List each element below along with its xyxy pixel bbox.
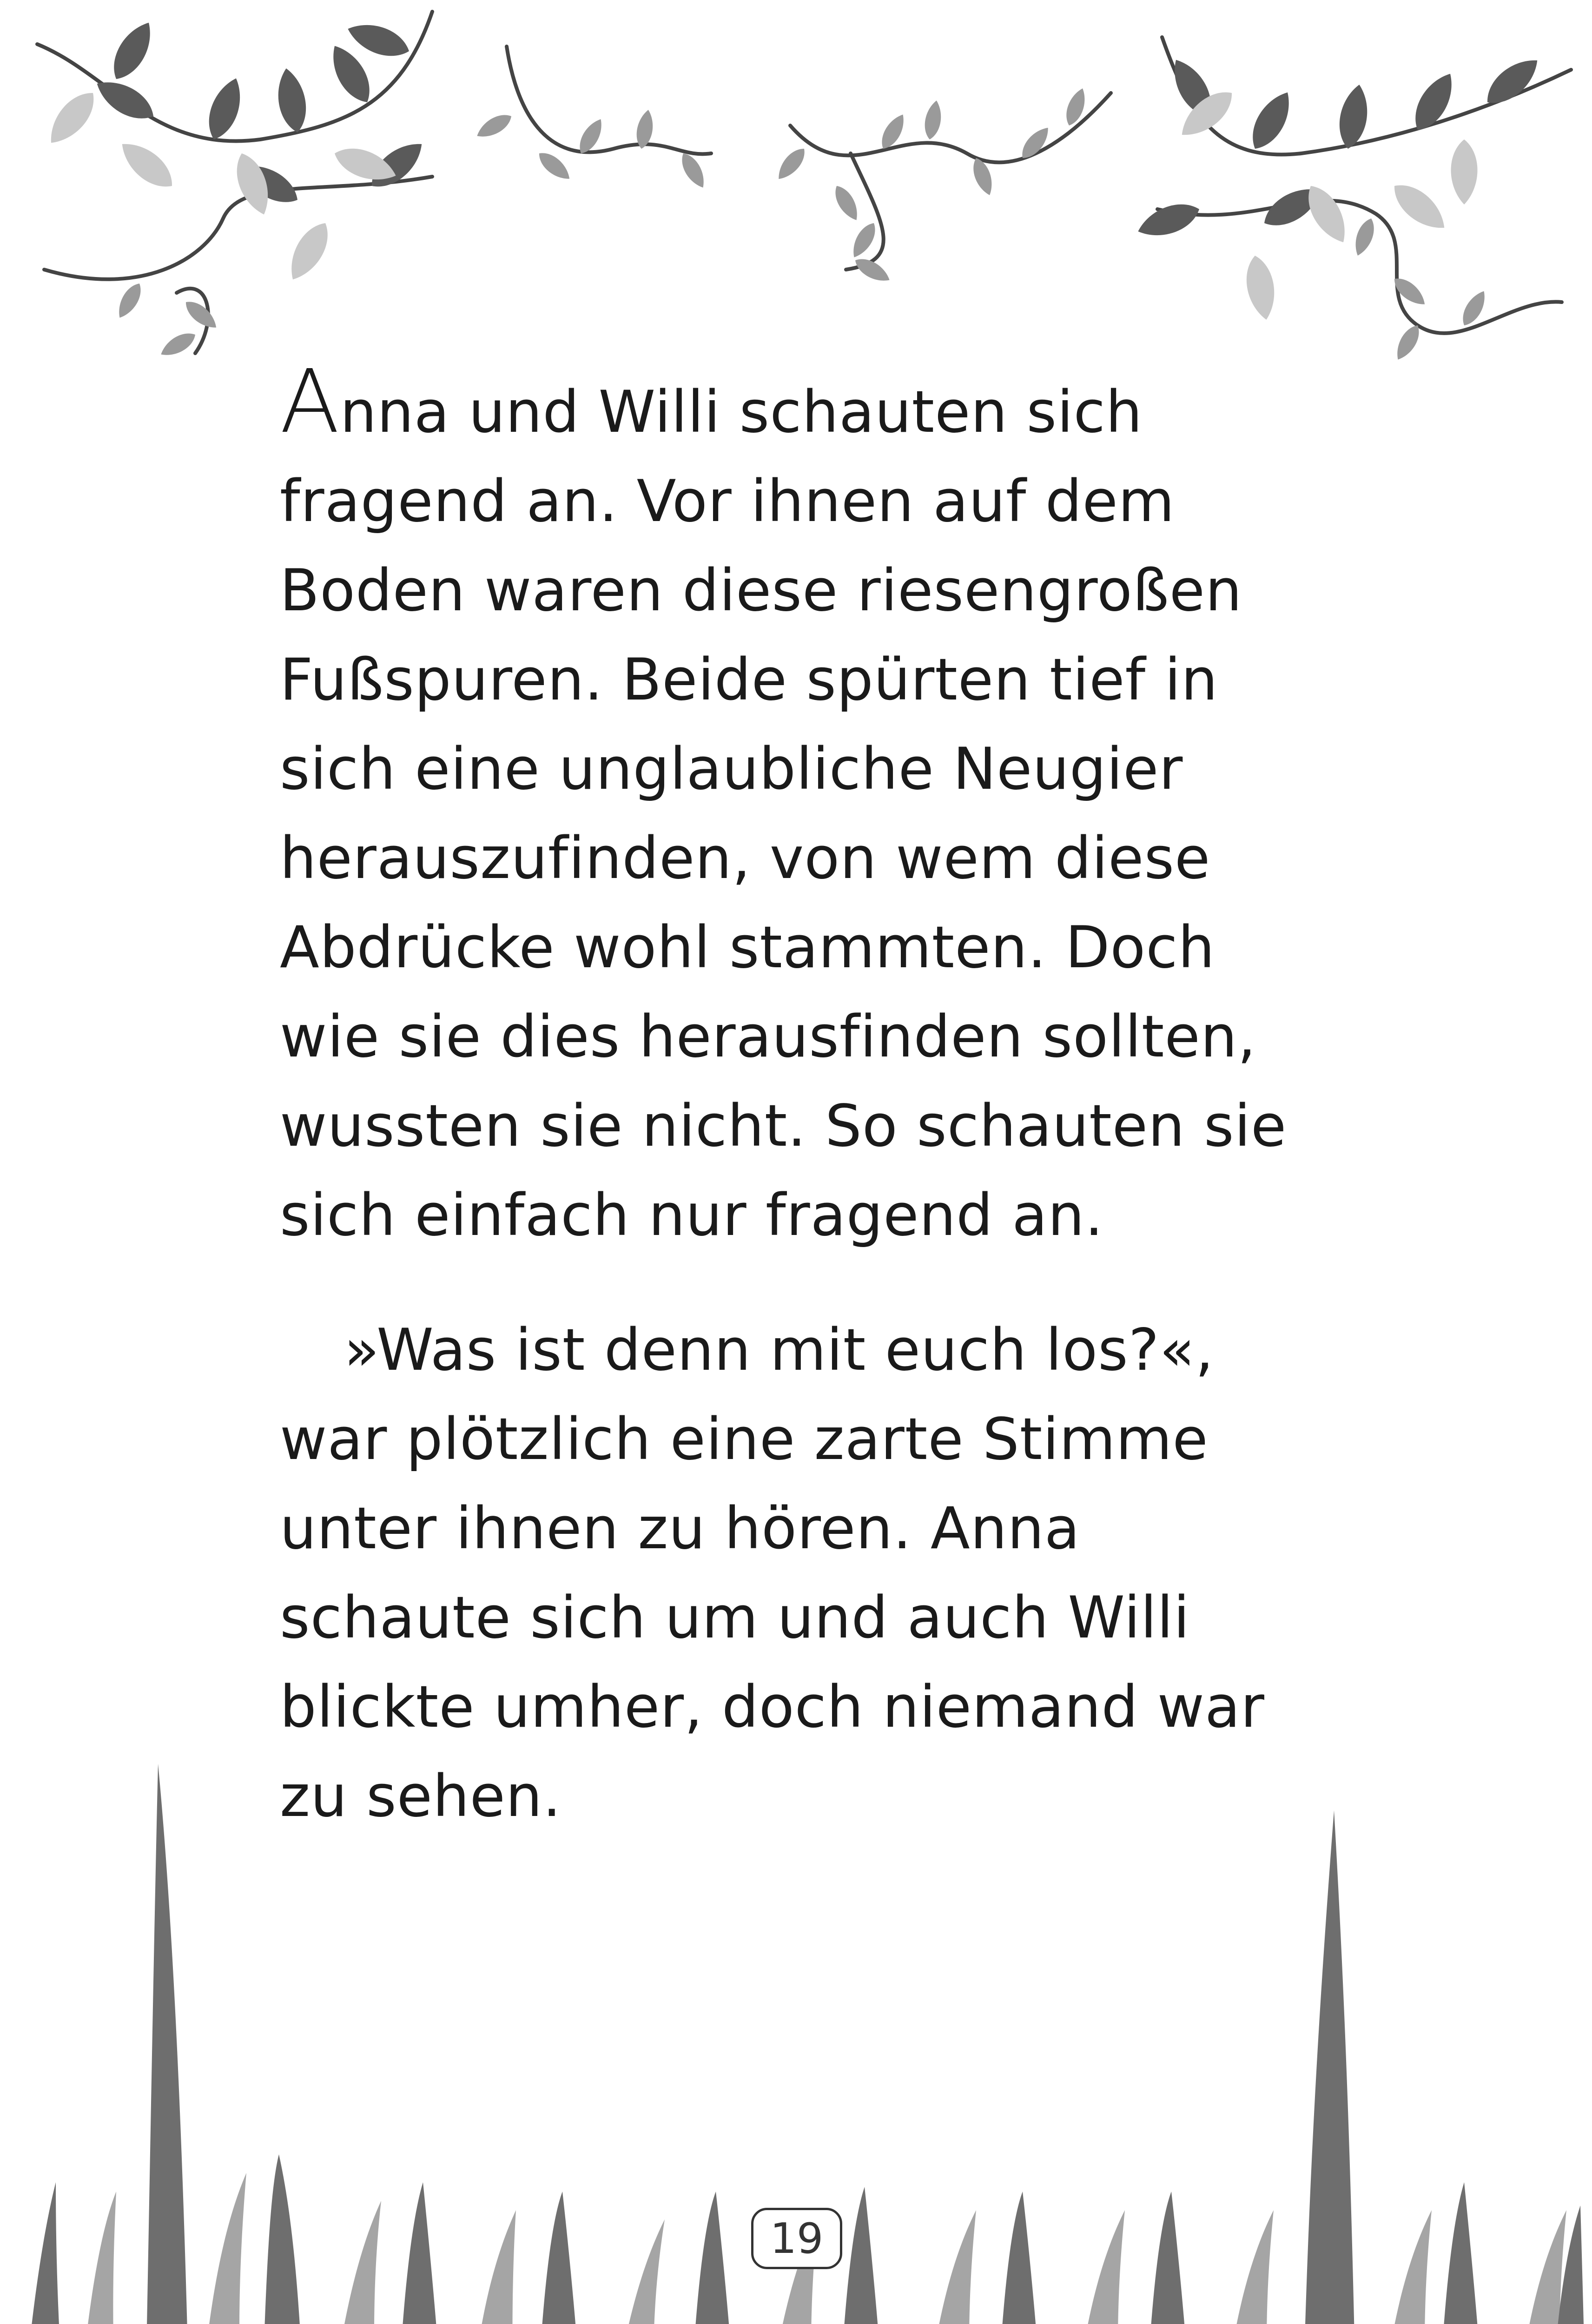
paragraph-1-text: nna und Willi schauten sich fragend an. Vor ihnen auf dem Boden waren diese riesengroßen Fußspuren. Beide spürten tief in sich eine unglaubliche Neugier herauszufinden, von wem diese Abdrücke wohl stammten. Doch wie sie dies herausfinden sollten, wussten sie nicht. So schauten sie sich einfach nur fragend an. [280,379,1287,1249]
story-text [280,351,1326,1841]
drop-cap: A [280,351,340,453]
paragraph-1 [280,351,1326,1260]
page-number: 19 [751,2208,842,2269]
top-vine-decoration [0,0,1592,418]
paragraph-2-text: »Was ist denn mit euch los?«, war plötzlich eine zarte Stimme unter ihnen zu hören. Anna schaute sich um und auch Willi blickte umher, doch niemand war zu sehen. [280,1317,1265,1830]
